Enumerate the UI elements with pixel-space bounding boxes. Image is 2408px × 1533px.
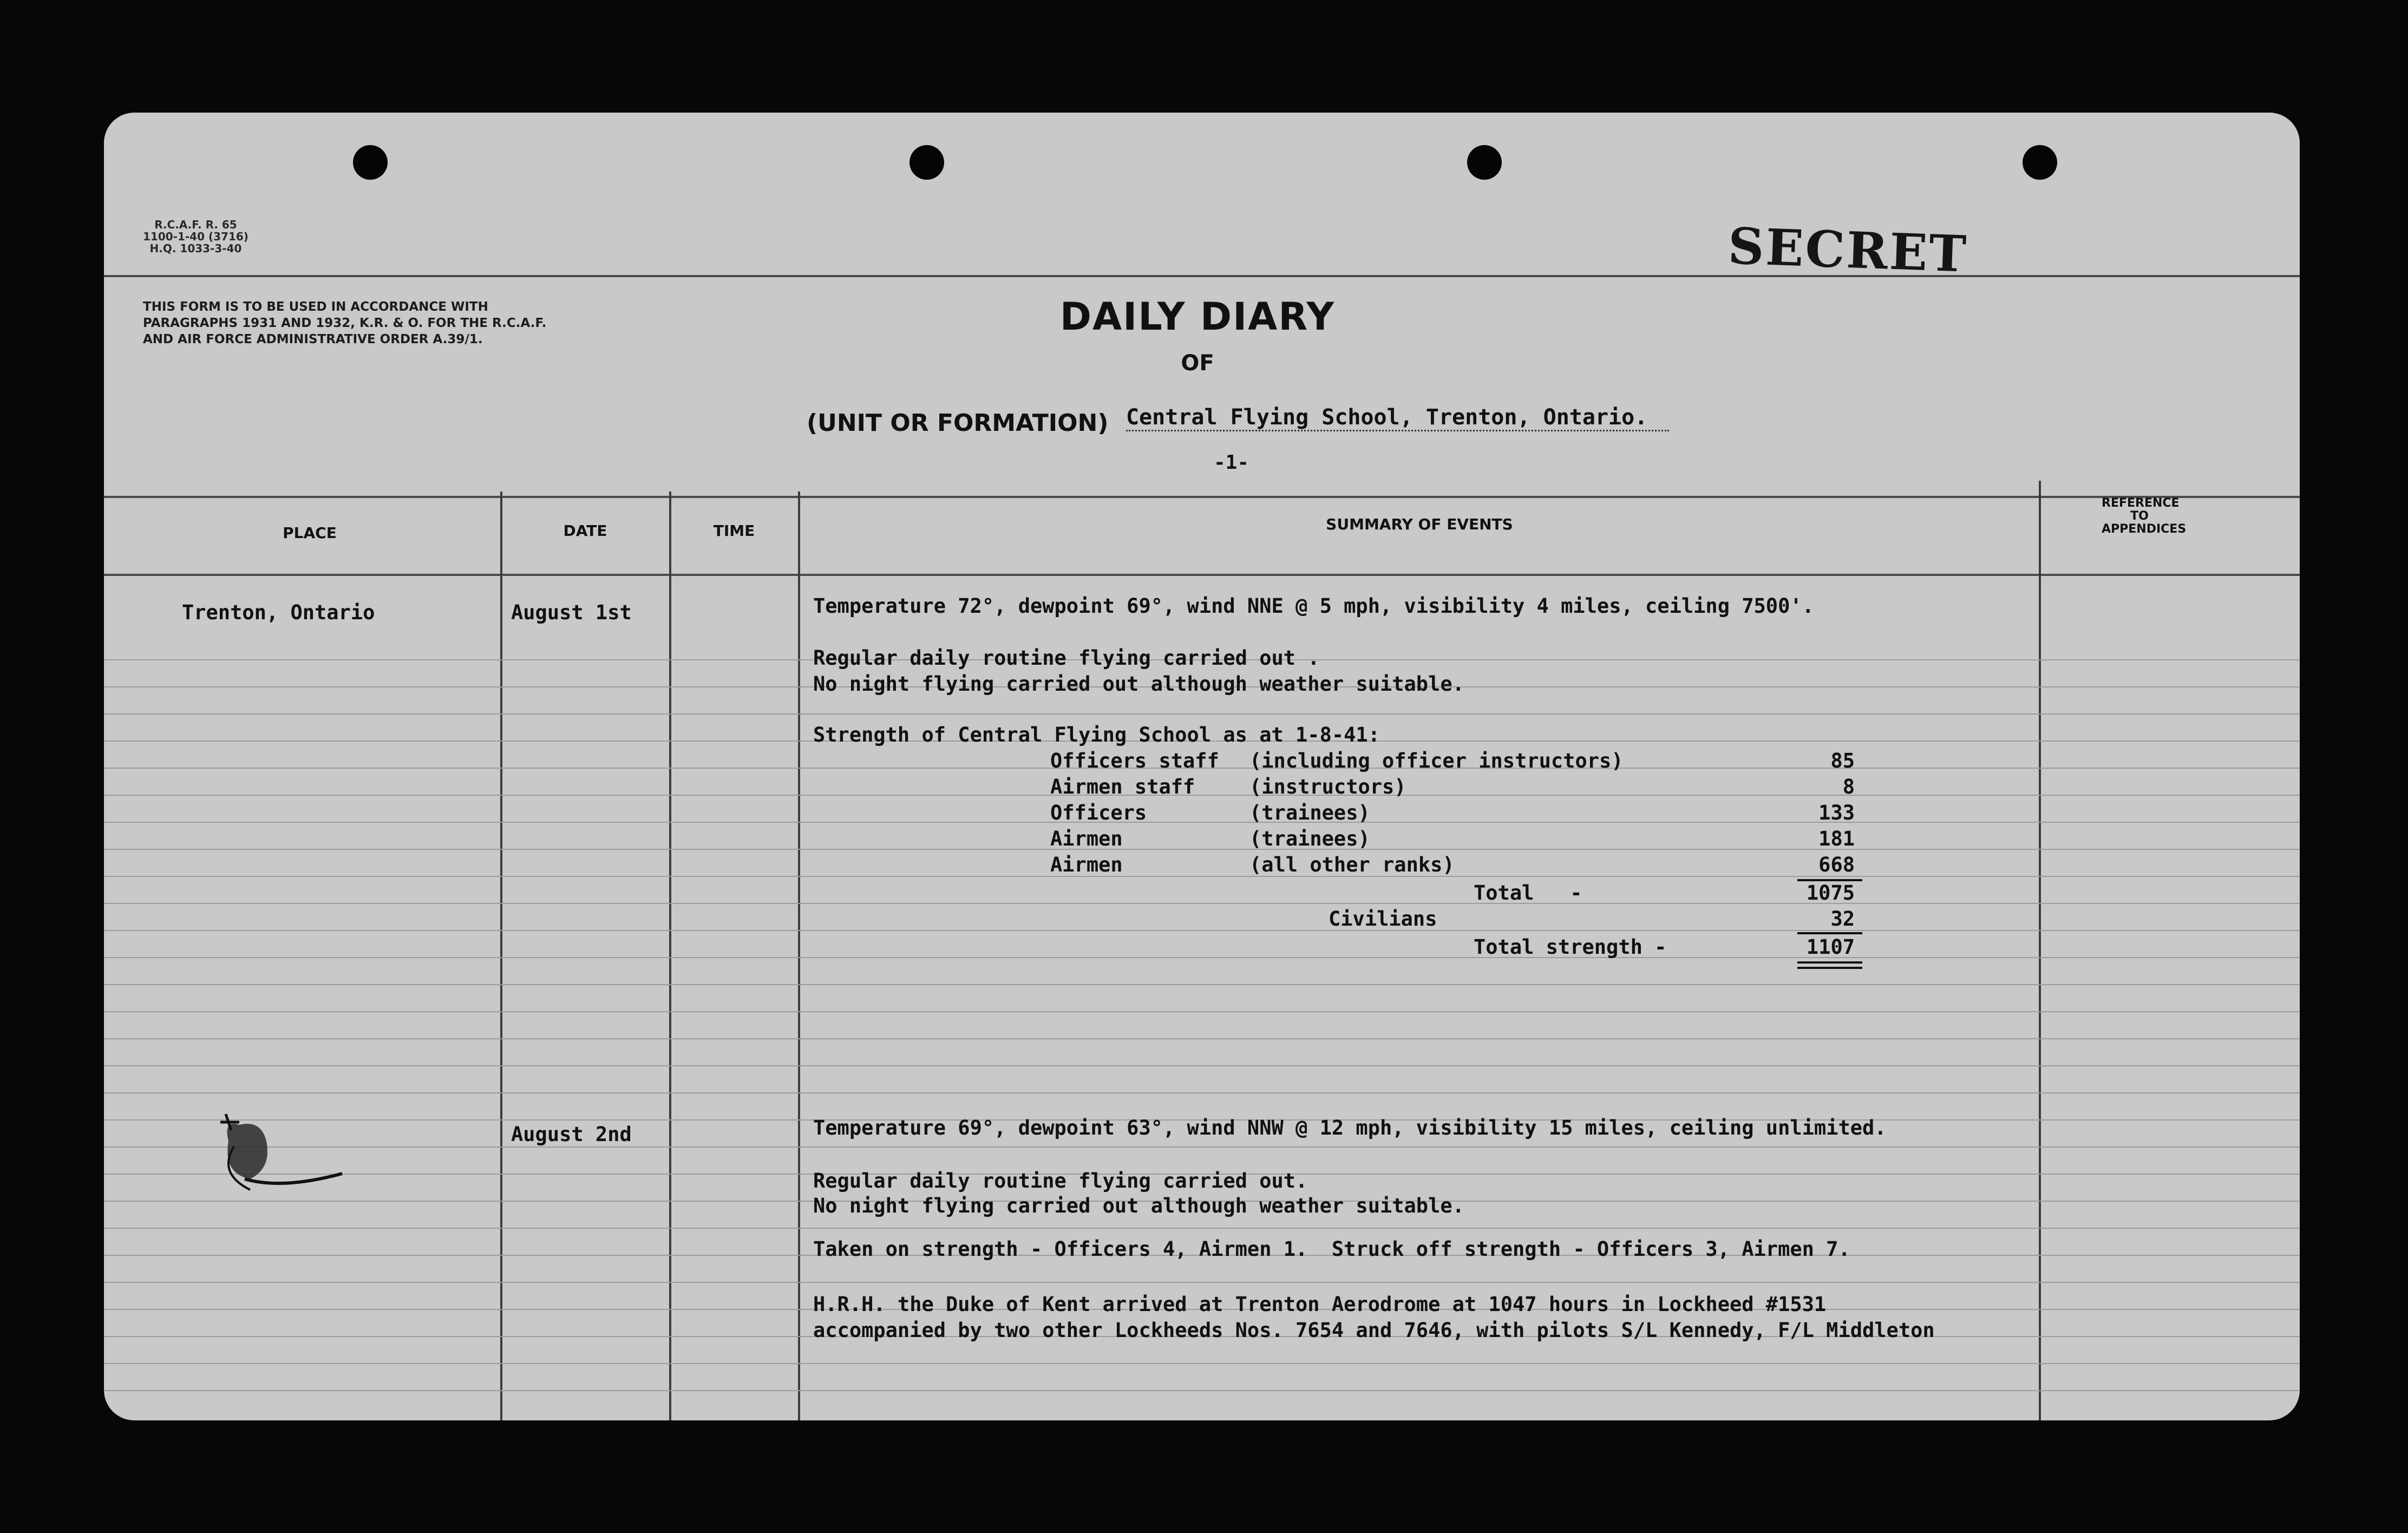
ruled-line	[104, 1282, 2300, 1283]
diary-card	[104, 113, 2300, 1420]
ruled-line	[104, 1147, 2300, 1148]
column-divider	[669, 492, 671, 1420]
form-code	[143, 219, 248, 254]
ink-blot-mark	[201, 1109, 364, 1219]
entry-routine: Regular daily routine flying carried out.	[813, 1169, 1308, 1193]
punch-hole	[1467, 145, 1502, 180]
civilians-value: 32	[1830, 907, 1855, 931]
strength-detail: (trainees)	[1249, 801, 1370, 824]
strength-count: 668	[1818, 853, 1855, 876]
entry-place: Trenton, Ontario	[182, 601, 375, 624]
strength-detail: (all other ranks)	[1249, 853, 1455, 876]
ruled-line	[104, 713, 2300, 715]
punch-hole	[909, 145, 944, 180]
entry-routine: Regular daily routine flying carried out .	[813, 646, 1320, 670]
entry-strength-change: Taken on strength - Officers 4, Airmen 1. Struck off strength - Officers 3, Airmen 7.	[813, 1237, 1850, 1261]
form-code-line: 1100-1-40 (3716)	[143, 230, 248, 243]
page-title: DAILY DIARY	[1059, 294, 1336, 339]
total-value: 1075	[1806, 881, 1855, 905]
strength-count: 133	[1818, 801, 1855, 824]
total-strength-value: 1107	[1806, 935, 1855, 959]
total-strength-label: Total strength -	[1474, 935, 1667, 959]
entry-event: accompanied by two other Lockheeds Nos. 7654 and 7646, with pilots S/L Kennedy, F/L Middleton	[813, 1319, 1935, 1342]
column-divider	[500, 492, 502, 1420]
strength-detail: (including officer instructors)	[1249, 749, 1624, 772]
strength-category: Officers	[1050, 801, 1147, 824]
ruled-line	[104, 1092, 2300, 1093]
ruled-line	[104, 957, 2300, 958]
strength-heading: Strength of Central Flying School as at 1-8-41:	[813, 723, 1380, 746]
strength-count: 85	[1830, 749, 1855, 772]
entry-weather: Temperature 69°, dewpoint 63°, wind NNW @ 12 mph, visibility 15 miles, ceiling unlimited.	[813, 1116, 1887, 1139]
page-number: -1-	[1214, 451, 1249, 474]
title-of: OF	[1181, 351, 1214, 376]
strength-category: Airmen	[1050, 853, 1123, 876]
column-header-time: TIME	[713, 522, 755, 540]
classification-stamp: SECRET	[1727, 217, 1969, 284]
column-divider	[2039, 481, 2041, 1420]
column-header-date: DATE	[563, 522, 607, 540]
column-header-summary: SUMMARY OF EVENTS	[1326, 515, 1513, 533]
punch-hole	[353, 145, 388, 180]
unit-value: Central Flying School, Trenton, Ontario.	[1126, 405, 1669, 431]
ruled-line	[104, 1228, 2300, 1229]
entry-routine: No night flying carried out although weather suitable.	[813, 672, 1464, 696]
entry-routine: No night flying carried out although weather suitable.	[813, 1194, 1464, 1217]
ruled-line	[104, 930, 2300, 931]
double-underline	[1797, 961, 1862, 964]
strength-category: Airmen	[1050, 827, 1123, 850]
ruled-line	[104, 795, 2300, 796]
table-top-rule	[104, 496, 2300, 498]
double-underline	[1797, 967, 1862, 969]
ruled-line	[104, 822, 2300, 823]
header-top-rule	[104, 275, 2300, 277]
ruled-line	[104, 1065, 2300, 1066]
entry-weather: Temperature 72°, dewpoint 69°, wind NNE @ 5 mph, visibility 4 miles, ceiling 7500'.	[813, 594, 1814, 618]
strength-count: 8	[1842, 775, 1855, 798]
table-header-rule	[104, 574, 2300, 576]
entry-event: H.R.H. the Duke of Kent arrived at Trenton Aerodrome at 1047 hours in Lockheed #1531	[813, 1293, 1827, 1316]
ruled-line	[104, 1038, 2300, 1039]
ruled-line	[104, 903, 2300, 904]
form-code-line: R.C.A.F. R. 65	[154, 218, 237, 231]
strength-category: Officers staff	[1050, 749, 1219, 772]
ruled-line	[104, 984, 2300, 985]
column-header-reference: REFERENCE TO APPENDICES	[2102, 496, 2187, 536]
entry-date: August 1st	[511, 601, 632, 624]
strength-detail: (trainees)	[1249, 827, 1370, 850]
strength-count: 181	[1818, 827, 1855, 850]
form-instruction-note: THIS FORM IS TO BE USED IN ACCORDANCE WITH PARAGRAPHS 1931 AND 1932, K.R. & O. FOR THE R.C.A.F. AND AIR FORCE ADMINISTRATIVE ORDER A.39/1.	[143, 300, 547, 346]
strength-category: Airmen staff	[1050, 775, 1195, 798]
ruled-line	[104, 1390, 2300, 1391]
column-header-place: PLACE	[283, 524, 337, 542]
ruled-line	[104, 1011, 2300, 1012]
entry-date: August 2nd	[511, 1123, 632, 1146]
punch-hole	[2023, 145, 2057, 180]
ruled-line	[104, 849, 2300, 850]
total-label: Total -	[1474, 881, 1582, 905]
unit-label: (UNIT OR FORMATION)	[807, 409, 1109, 437]
ruled-line	[104, 1363, 2300, 1364]
civilians-label: Civilians	[1329, 907, 1437, 931]
column-divider	[798, 492, 800, 1420]
form-code-line: H.Q. 1033-3-40	[149, 242, 242, 255]
strength-detail: (instructors)	[1249, 775, 1406, 798]
ruled-line	[104, 876, 2300, 877]
